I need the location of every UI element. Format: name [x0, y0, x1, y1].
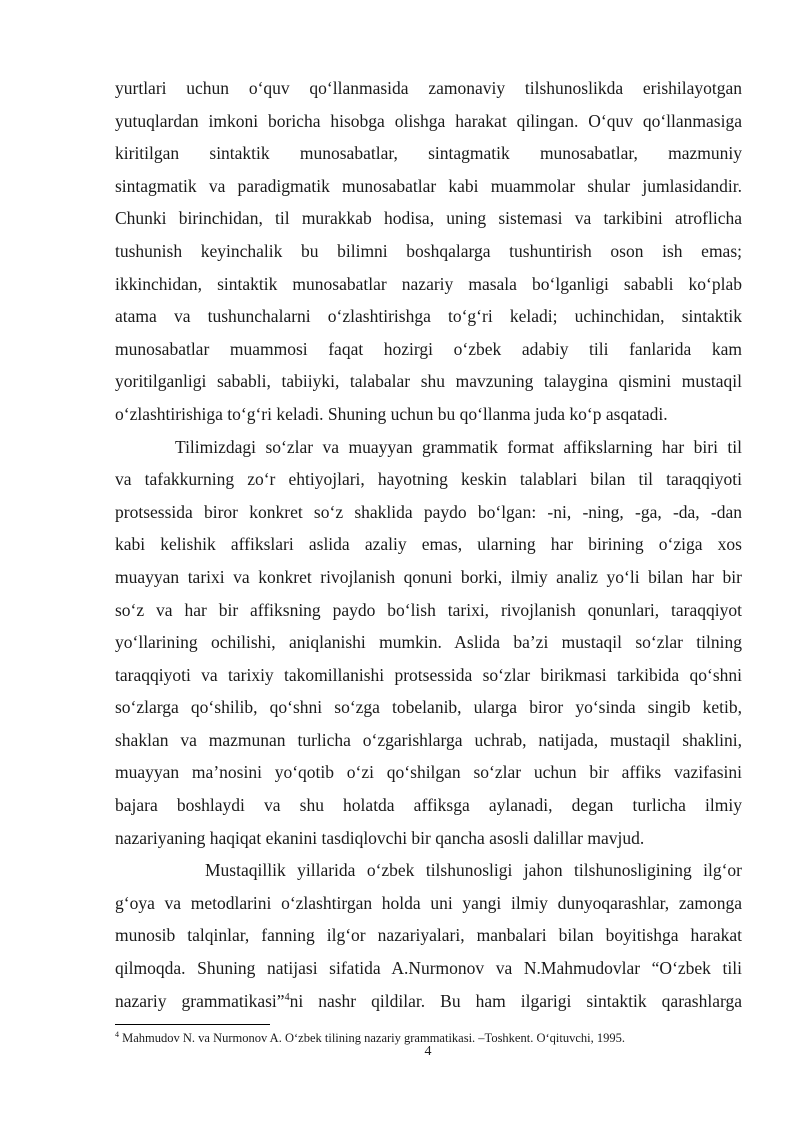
- text-line: atama va tushunchalarni o‘zlashtirishga to‘g‘ri keladi; uchinchidan, sintaktik: [115, 306, 742, 327]
- text-line: kabi kelishik affikslari aslida azaliy emas, ularning har birining o‘ziga xos: [115, 534, 742, 555]
- footnote-marker: 4: [115, 1029, 119, 1039]
- text-line: yoritilganligi sababli, tabiiyki, talabalar shu mavzuning talaygina qismini mustaqil: [115, 371, 742, 392]
- text-line: muayyan ma’nosini yo‘qotib o‘zi qo‘shilgan so‘zlar uchun bir affiks vazifasini: [115, 762, 742, 783]
- text-line: qilmoqda. Shuning natijasi sifatida A.Nurmonov va N.Mahmudovlar “O‘zbek tili: [115, 958, 742, 979]
- text-line: munosib talqinlar, fanning ilg‘or nazariyalari, manbalari bilan boyitishga harakat: [115, 925, 742, 946]
- text-line: va tafakkurning zo‘r ehtiyojlari, hayotning keskin talablari bilan til taraqqiyoti: [115, 469, 742, 490]
- text-line: bajara boshlaydi va shu holatda affiksga aylanadi, degan turlicha ilmiy: [115, 795, 742, 816]
- text-line: o‘zlashtirishiga to‘g‘ri keladi. Shuning uchun bu qo‘llanma juda ko‘p asqatadi.: [115, 403, 668, 424]
- footnote-divider: [115, 1024, 270, 1025]
- paragraph-2: [115, 431, 742, 855]
- text-line: munosabatlar muammosi faqat hozirgi o‘zbek adabiy tili fanlarida kam: [115, 338, 742, 359]
- text-line: yurtlari uchun o‘quv qo‘llanmasida zamonaviy tilshunoslikda erishilayotgan: [115, 78, 742, 98]
- text-line: kiritilgan sintaktik munosabatlar, sintagmatik munosabatlar, mazmuniy: [115, 143, 742, 164]
- page-number: 4: [424, 1044, 432, 1059]
- text-line: shaklan va mazmunan turlicha o‘zgarishlarga uchrab, natijada, mustaqil shaklini,: [115, 729, 742, 750]
- footnote-text: Mahmudov N. va Nurmonov A. O‘zbek tilining nazariy grammatikasi. –Toshkent. O‘qituvchi, 1995.: [119, 1031, 625, 1045]
- text-line: g‘oya va metodlarini o‘zlashtirgan holda uni yangi ilmiy dunyoqarashlar, zamonga: [115, 892, 742, 913]
- text-line: yutuqlardan imkoni boricha hisobga olishga harakat qilingan. O‘quv qo‘llanmasiga: [115, 110, 742, 131]
- text-line: [115, 985, 742, 1018]
- text-line: Chunki birinchidan, til murakkab hodisa, uning sistemasi va tarkibini atroflicha: [115, 208, 742, 229]
- text-line: so‘z va har bir affiksning paydo bo‘lish tarixi, rivojlanish qonunlari, taraqqiyot: [115, 599, 742, 620]
- text-line: so‘zlarga qo‘shilib, qo‘shni so‘zga tobelanib, ularga biror yo‘sinda singib ketib,: [115, 697, 742, 718]
- text-line: ikkinchidan, sintaktik munosabatlar nazariy masala bo‘lganligi sababli ko‘plab: [115, 273, 742, 294]
- paragraph-3: [115, 854, 742, 1017]
- text-line: sintagmatik va paradigmatik munosabatlar kabi muammolar shular jumlasidandir.: [115, 175, 742, 196]
- text-line: nazariyaning haqiqat ekanini tasdiqlovchi bir qancha asosli dalillar mavjud.: [115, 827, 645, 848]
- text-line: muayyan tarixi va konkret rivojlanish qonuni borki, ilmiy analiz yo‘li bilan har bir: [115, 566, 742, 587]
- text-line: tushunish keyinchalik bu bilimni boshqalarga tushuntirish oson ish emas;: [115, 240, 742, 261]
- text-line: Mustaqillik yillarida o‘zbek tilshunosligi jahon tilshunosligining ilg‘or: [205, 860, 742, 881]
- text-segment: nazariy grammatikasi”: [115, 990, 285, 1011]
- body-text: [115, 72, 742, 1017]
- text-line: yo‘llarining ochilishi, aniqlanishi mumkin. Aslida ba’zi mustaqil so‘zlar tilning: [115, 632, 742, 653]
- footnote-reference[interactable]: 4: [284, 991, 290, 1003]
- text-segment: ni nashr qildilar. Bu ham ilgarigi sintaktik qarashlarga: [289, 990, 743, 1011]
- text-line: protsessida biror konkret so‘z shaklida paydo bo‘lgan: -ni, -ning, -ga, -da, -dan: [115, 501, 742, 522]
- paragraph-1: [115, 72, 742, 431]
- text-line: Tilimizdagi so‘zlar va muayyan grammatik format affikslarning har biri til: [175, 436, 742, 457]
- text-line: taraqqiyoti va tarixiy takomillanishi protsessida so‘zlar birikmasi tarkibida qo‘shni: [115, 664, 742, 685]
